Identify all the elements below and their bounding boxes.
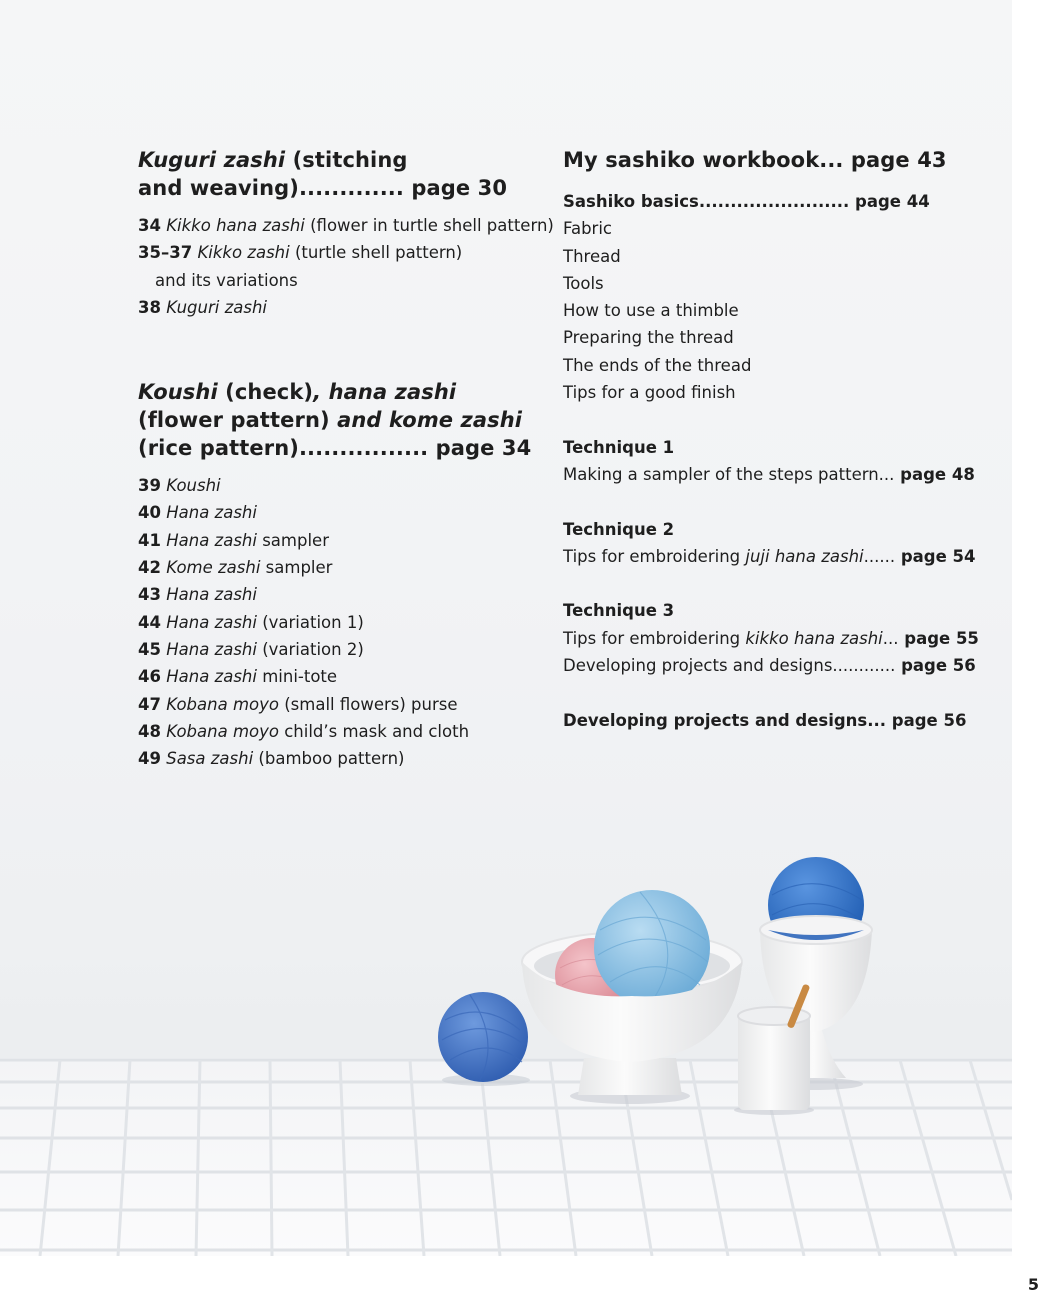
right-column bbox=[563, 146, 983, 734]
technique-3-section bbox=[563, 597, 983, 679]
sashiko-basics-section bbox=[563, 188, 983, 406]
technique-3-title: Technique 3 bbox=[563, 601, 675, 621]
list-item: 49 Sasa zashi (bamboo pattern) bbox=[138, 749, 405, 769]
list-item: 46 Hana zashi mini-tote bbox=[138, 667, 338, 687]
technique-1-line: Making a sampler of the steps pattern... page 48 bbox=[563, 464, 975, 484]
kuguri-items-list bbox=[138, 212, 554, 321]
blue-yarn-ball bbox=[438, 992, 528, 1082]
list-item: Thread bbox=[563, 246, 621, 266]
section-heading-kuguri: Kuguri zashi (stitching and weaving)............. page 30 bbox=[138, 148, 508, 200]
list-item: 47 Kobana moyo (small flowers) purse bbox=[138, 694, 458, 714]
list-item: Fabric bbox=[563, 219, 613, 239]
technique-3-line: Tips for embroidering kikko hana zashi... page 55 bbox=[563, 628, 979, 648]
technique-1-title: Technique 1 bbox=[563, 437, 675, 457]
list-item-continuation: and its variations bbox=[155, 270, 298, 290]
list-item: The ends of the thread bbox=[563, 355, 752, 375]
list-item: 35–37 Kikko zashi (turtle shell pattern) bbox=[138, 243, 463, 263]
list-item: 40 Hana zashi bbox=[138, 503, 257, 523]
list-item: 38 Kuguri zashi bbox=[138, 297, 268, 317]
list-item: How to use a thimble bbox=[563, 301, 739, 321]
basics-title: Sashiko basics........................ page 44 bbox=[563, 192, 930, 211]
list-item: Tips for a good finish bbox=[563, 383, 736, 403]
tile-floor bbox=[0, 1058, 1012, 1256]
list-item: 41 Hana zashi sampler bbox=[138, 530, 329, 550]
list-item: Preparing the thread bbox=[563, 328, 734, 348]
page-number: 5 bbox=[1027, 1275, 1039, 1294]
list-item: 45 Hana zashi (variation 2) bbox=[138, 639, 364, 659]
list-item: 48 Kobana moyo child’s mask and cloth bbox=[138, 721, 470, 741]
list-item: Tools bbox=[563, 273, 604, 293]
koushi-items-list bbox=[138, 472, 548, 772]
technique-2-section bbox=[563, 516, 983, 571]
list-item: 34 Kikko hana zashi (flower in turtle shell pattern) bbox=[138, 216, 554, 235]
list-item: 39 Koushi bbox=[138, 476, 221, 496]
developing-projects-entry: Developing projects and designs... page 56 bbox=[563, 710, 967, 730]
technique-2-title: Technique 2 bbox=[563, 519, 675, 539]
technique-3-line-2: Developing projects and designs............ page 56 bbox=[563, 656, 976, 676]
section-heading-koushi: Koushi (check), hana zashi (flower pattern) and kome zashi (rice pattern)................ page 34 bbox=[138, 380, 532, 461]
list-item: 43 Hana zashi bbox=[138, 585, 257, 605]
technique-1-section bbox=[563, 434, 983, 489]
workbook-heading: My sashiko workbook... page 43 bbox=[563, 148, 947, 172]
list-item: 44 Hana zashi (variation 1) bbox=[138, 612, 364, 632]
small-white-cup bbox=[738, 1014, 810, 1110]
list-item: 42 Kome zashi sampler bbox=[138, 558, 333, 578]
left-column bbox=[138, 146, 554, 772]
technique-2-line: Tips for embroidering juji hana zashi...... page 54 bbox=[563, 546, 976, 566]
